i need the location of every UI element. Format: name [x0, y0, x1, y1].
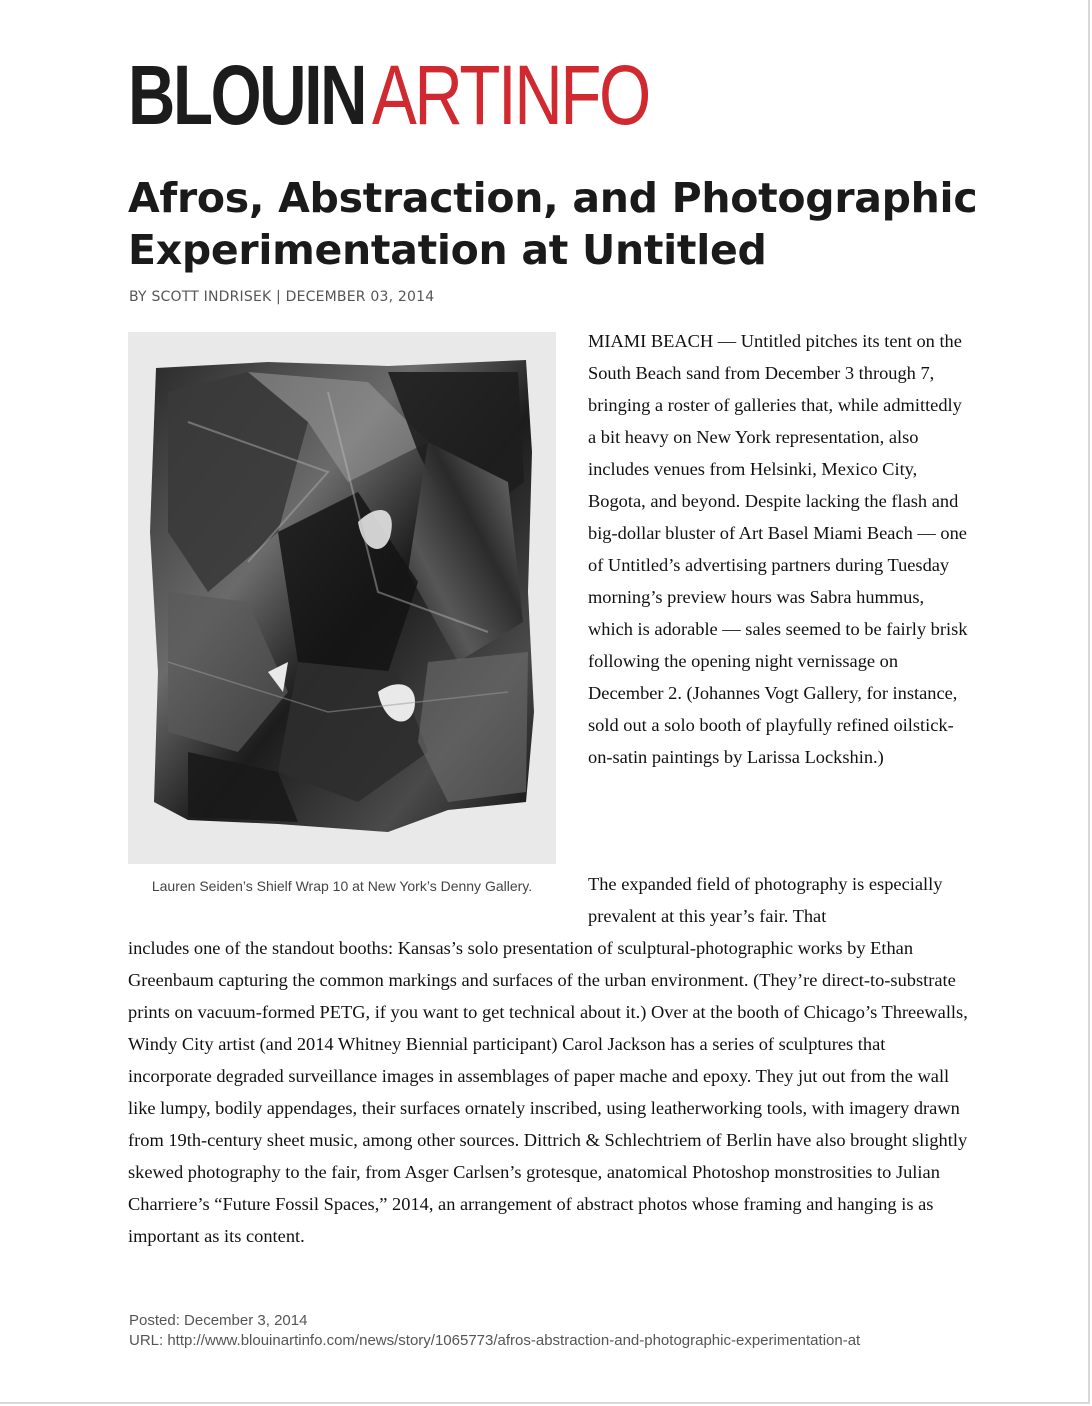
article-paragraph-2-rest: includes one of the standout booths: Kansas’s solo presentation of sculptural-photographic works by Ethan Greenbaum capturing the common markings and surfaces of the urban environment. (They’re direct-to-substrate prints on vacuum-formed PETG, if you want to get technical about it.) Over at the booth of Chicago’s Threewalls, Windy City artist (and 2014 Whitney Biennial participant) Carol Jackson has a series of sculptures that incorporate degraded surveillance images in assemblages of paper mache and epoxy. They jut out from the wall like lumpy, bodily appendages, their surfaces ornately inscribed, using leatherworking tools, with imagery drawn from 19th-century sheet music, among other sources. Dittrich & Schlechtriem of Berlin have also brought slightly skewed photography to the fair, from Asger Carlsen’s grotesque, anatomical Photoshop monstrosities to Julian Charriere’s “Future Fossil Spaces,” 2014, an arrangement of abstract photos whose framing and hanging is as important as its content. [128, 938, 968, 1246]
image-caption: Lauren Seiden’s Shielf Wrap 10 at New York’s Denny Gallery. [151, 878, 533, 894]
posted-date: Posted: December 3, 2014 [129, 1312, 308, 1329]
article-byline: BY SCOTT INDRISEK | DECEMBER 03, 2014 [129, 289, 435, 305]
article-url[interactable]: URL: http://www.blouinartinfo.com/news/story/1065773/afros-abstraction-and-photographic-experimentation-at [129, 1332, 861, 1349]
blouin-artinfo-logo [128, 48, 718, 142]
crumpled-foil-artwork-image [128, 332, 556, 864]
logo-blouin-text: BLOUIN [128, 48, 366, 142]
article-paragraph-1: MIAMI BEACH — Untitled pitches its tent on the South Beach sand from December 3 through 7, bringing a roster of galleries that, while admittedly a bit heavy on New York representation, also includes venues from Helsinki, Mexico City, Bogota, and beyond. Despite lacking the flash and big-dollar bluster of Art Basel Miami Beach — one of Untitled’s advertising partners during Tuesday morning’s preview hours was Sabra hummus, which is adorable — sales seemed to be fairly brisk following the opening night vernissage on December 2. (Johannes Vogt Gallery, for instance, sold out a solo booth of playfully refined oilstick-on-satin paintings by Larissa Lockshin.) [588, 331, 968, 767]
article-image [128, 332, 556, 864]
article-footer [129, 1311, 860, 1351]
logo-artinfo-text: ARTINFO [372, 48, 649, 142]
article-title: Afros, Abstraction, and Photographic Experimentation at Untitled [128, 174, 978, 274]
article-paragraph-2-start: The expanded field of photography is especially prevalent at this year’s fair. That [588, 874, 943, 926]
